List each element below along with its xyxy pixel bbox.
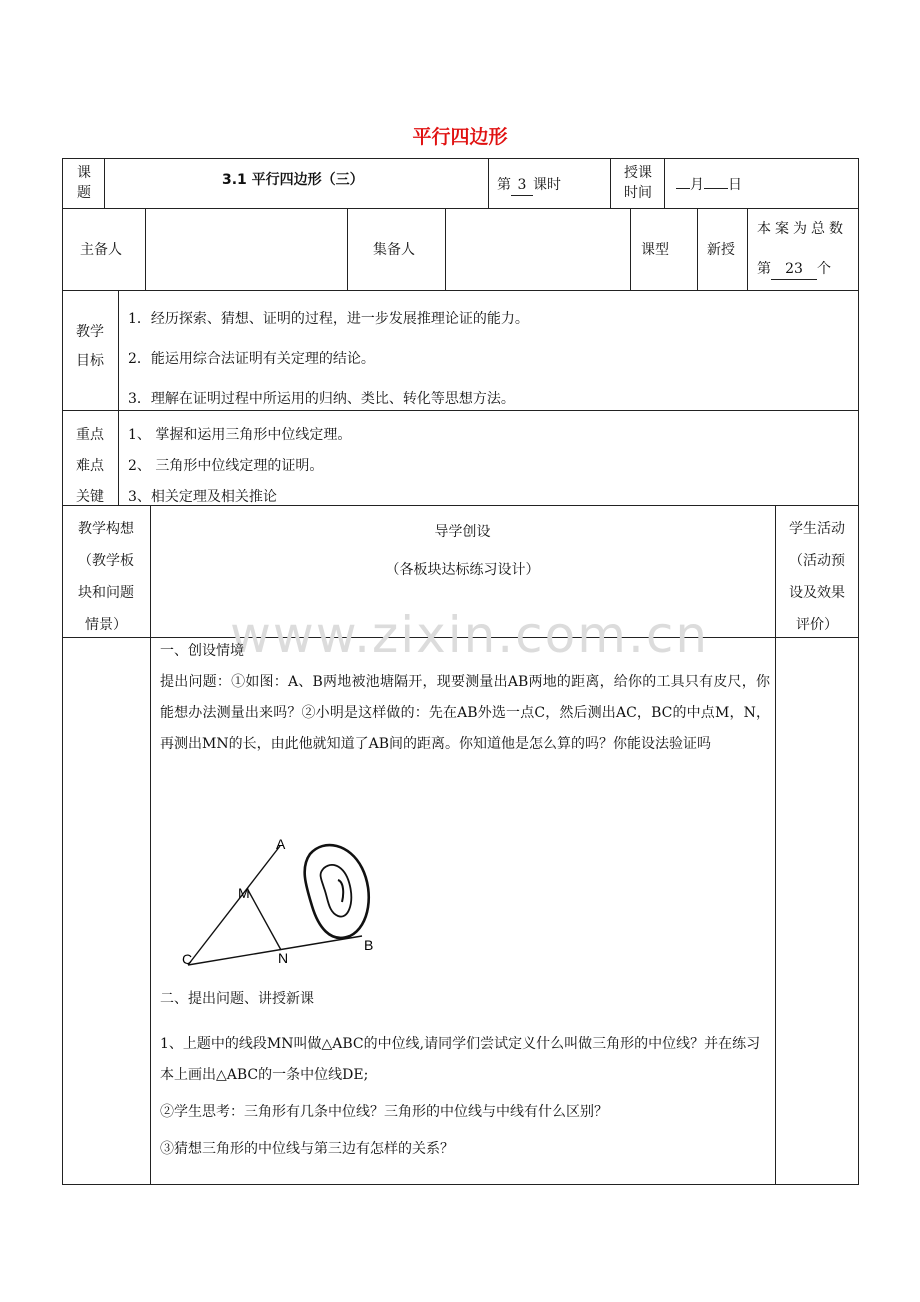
keypoints-label: 重点 难点 关键 (76, 427, 104, 505)
lesson-number: 第 3 课时 (497, 175, 561, 196)
label-b: B (364, 937, 374, 953)
watermark: www.zixin.com.cn (230, 606, 710, 664)
content-block-1 (160, 636, 770, 760)
label-a: A (276, 836, 286, 852)
lesson-date: 月 日 (676, 175, 742, 195)
col-header-left: 教学构想 （教学板 块和问题 情景） (78, 521, 134, 633)
topic-label: 课 题 (77, 165, 91, 201)
objective-item: 1．经历探索、猜想、证明的过程，进一步发展推理论证的能力。 (128, 311, 529, 327)
time-label: 授课 时间 (624, 165, 652, 201)
keypoint-item: 2、 三角形中位线定理的证明。 (128, 458, 324, 474)
topic-title: 3.1 平行四边形（三） (222, 172, 364, 188)
keypoint-item: 1、 掌握和运用三角形中位线定理。 (128, 427, 352, 443)
collab-label: 集备人 (373, 242, 415, 258)
pond-triangle-diagram (178, 832, 388, 972)
objective-item: 3．理解在证明过程中所运用的归纳、类比、转化等思想方法。 (128, 391, 515, 407)
objectives-list (128, 299, 529, 419)
label-m: M (238, 885, 250, 901)
page-title: 平行四边形 (412, 126, 508, 148)
label-n: N (278, 950, 289, 966)
paragraph: 1、上题中的线段MN叫做△ABC的中位线,请同学们尝试定义什么叫做三角形的中位线？并在练习本上画出△ABC的一条中位线DE; (160, 1036, 761, 1083)
col-header-middle: 导学创设 （各板块达标练习设计） (385, 524, 540, 578)
preparer-label: 主备人 (80, 242, 122, 258)
content-block-2 (160, 984, 770, 1165)
section-heading: 二、提出问题、讲授新课 (160, 991, 314, 1007)
lesson-type-label: 课型 (641, 242, 669, 258)
total-count-line2: 第 23 个 (757, 259, 831, 280)
objective-item: 2．能运用综合法证明有关定理的结论。 (128, 351, 375, 367)
objectives-label: 教学 目标 (76, 324, 104, 369)
lesson-type-value: 新授 (707, 242, 735, 258)
total-count-line1: 本案为总数 (757, 221, 847, 237)
label-c: C (182, 951, 193, 967)
section-heading: 一、创设情境 (160, 643, 244, 659)
paragraph: ③猜想三角形的中位线与第三边有怎样的关系？ (160, 1141, 454, 1157)
keypoint-item: 3、相关定理及相关推论 (128, 489, 277, 505)
paragraph: 提出问题：①如图：A、B两地被池塘隔开，现要测量出AB两地的距离，给你的工具只有皮尺，你能想办法测量出来吗？②小明是这样做的：先在AB外选一点C，然后测出AC，BC的中点M，N，再测出MN的长，由此他就知道了AB间的距离。你知道他是怎么算的吗？你能设法验证吗 (160, 674, 770, 752)
col-header-right: 学生活动 （活动预 设及效果 评价） (789, 521, 845, 633)
paragraph: ②学生思考：三角形有几条中位线？三角形的中位线与中线有什么区别？ (160, 1104, 608, 1120)
keypoints-list (128, 420, 351, 513)
